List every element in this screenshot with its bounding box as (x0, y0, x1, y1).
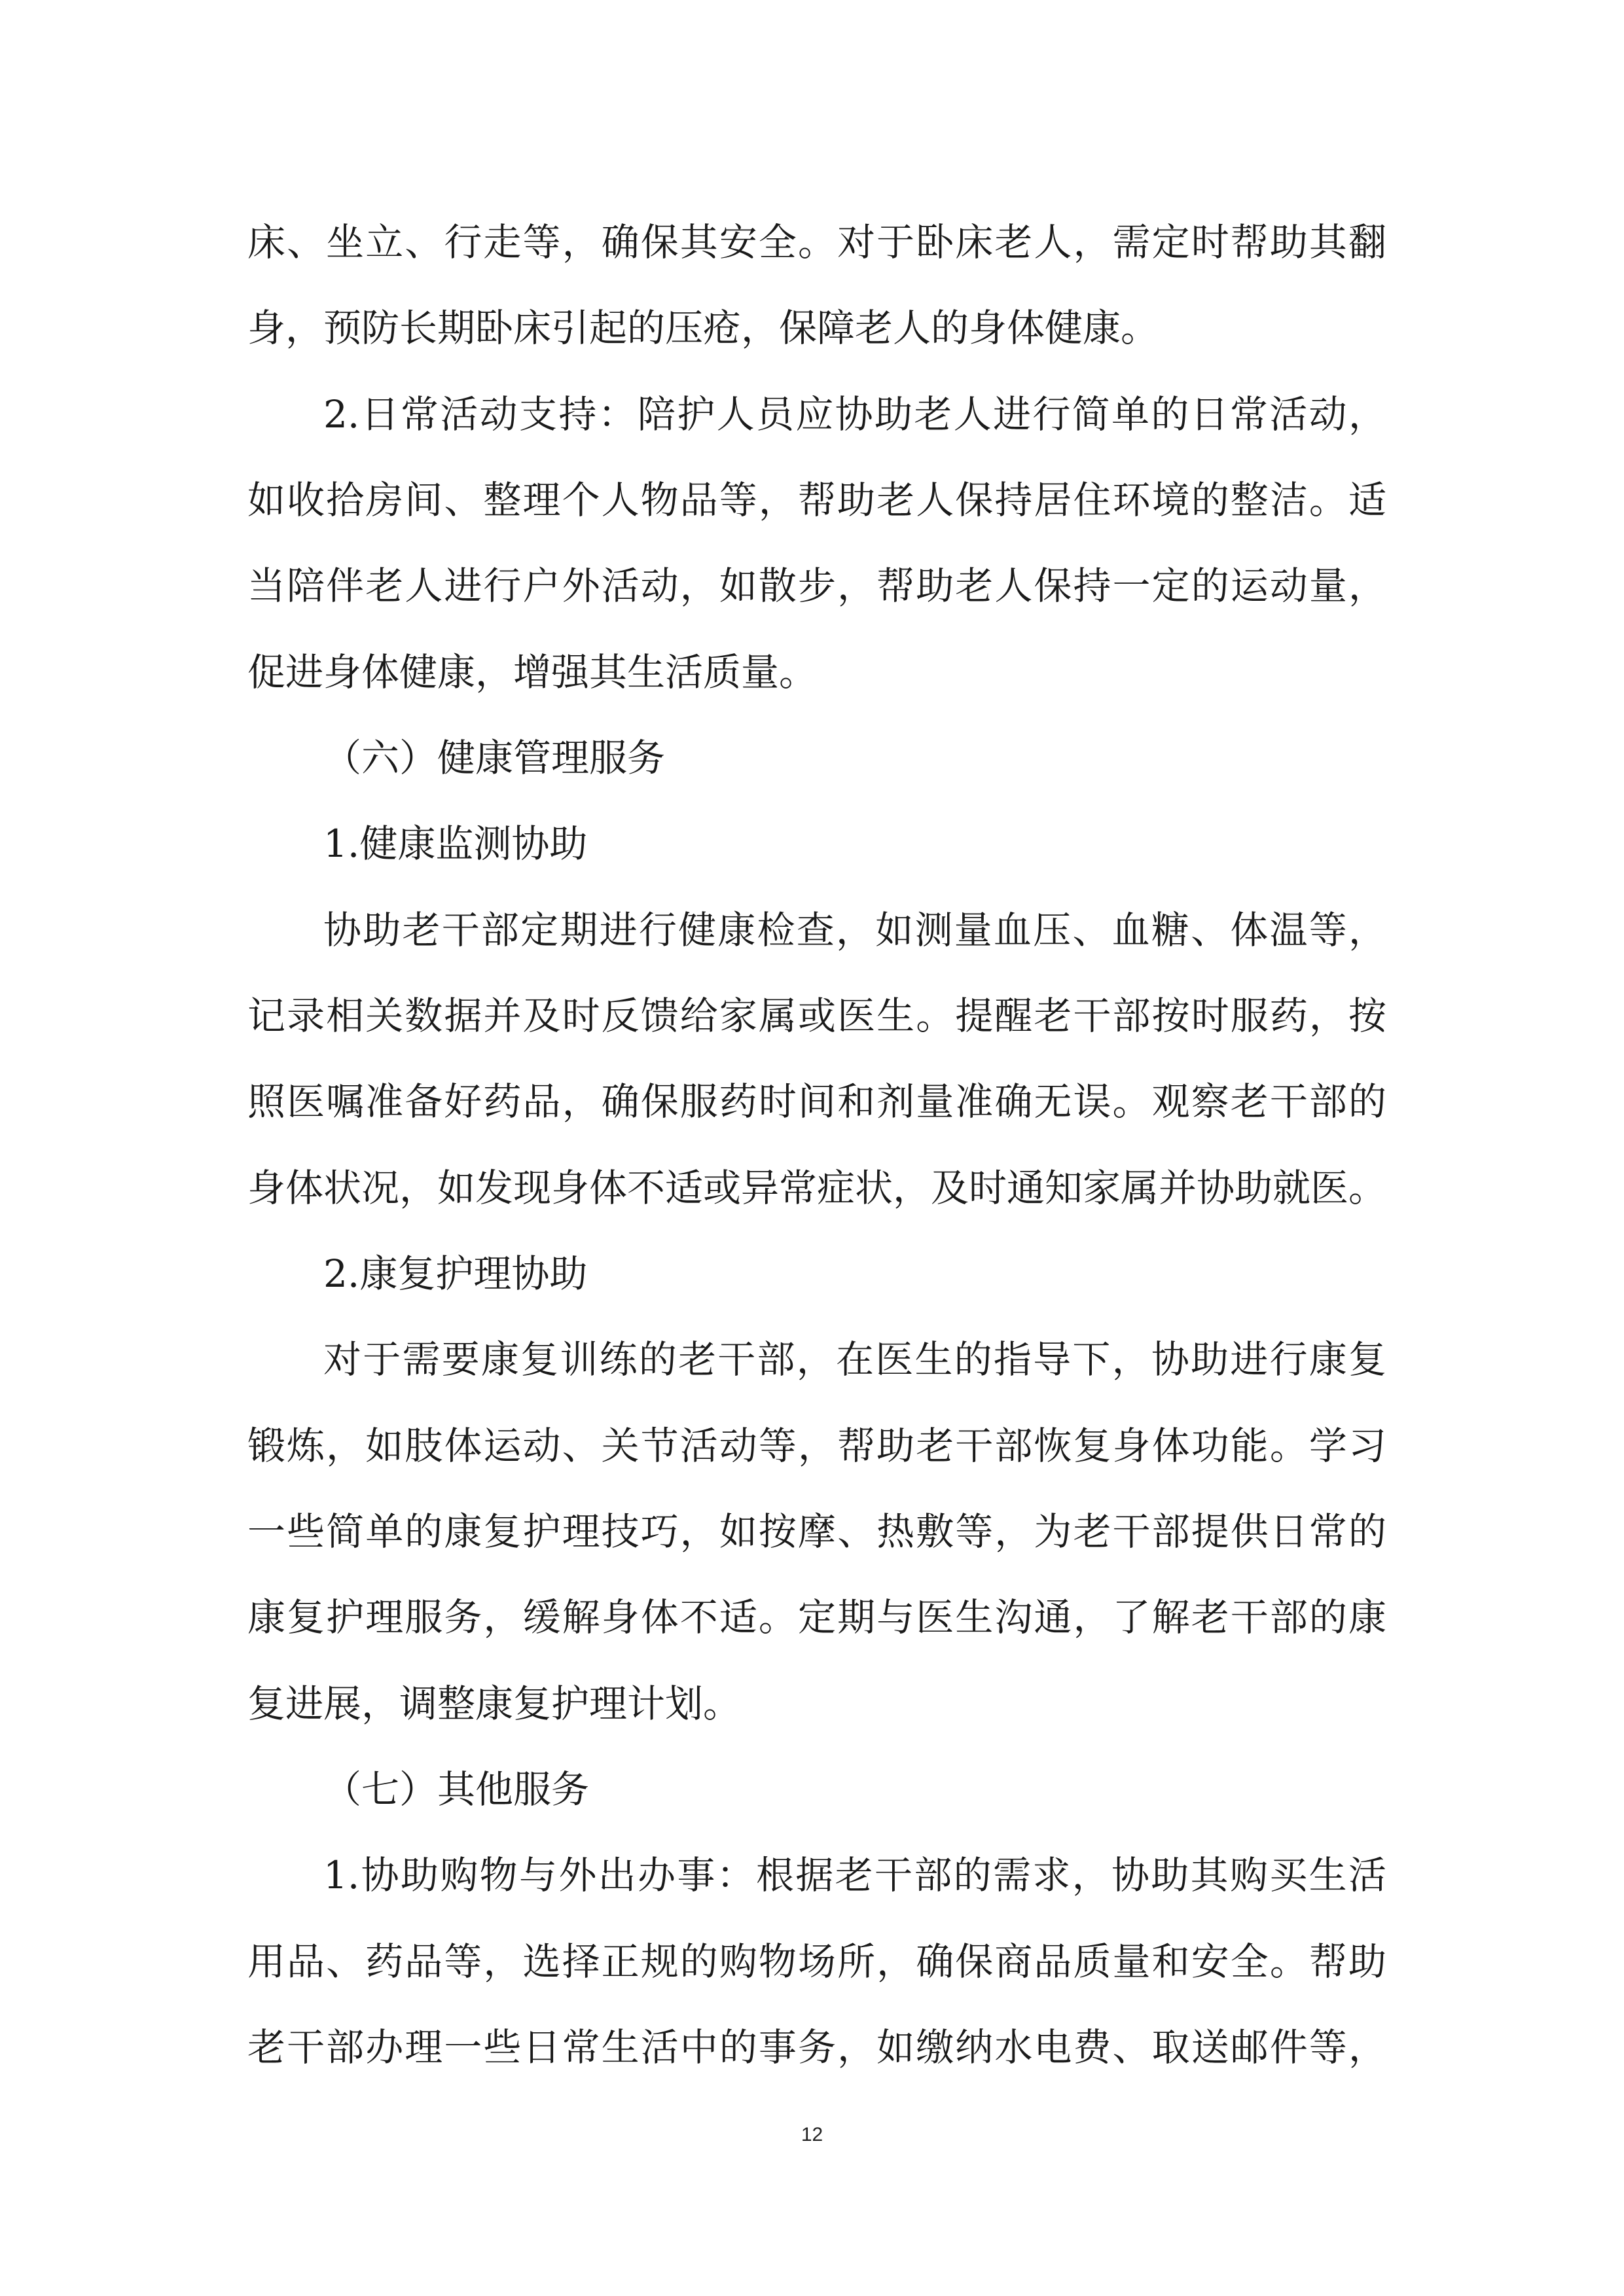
body-text-line: 照医嘱准备好药品，确保服药时间和剂量准确无误。观察老干部的 (247, 1079, 1386, 1124)
body-text-line: 康复护理服务，缓解身体不适。定期与医生沟通，了解老干部的康 (247, 1595, 1386, 1640)
body-text-line: 身体状况，如发现身体不适或异常症状，及时通知家属并协助就医。 (247, 1166, 1386, 1210)
body-text-line: 记录相关数据并及时反馈给家属或医生。提醒老干部按时服药，按 (247, 994, 1386, 1038)
subsection-heading: 2.康复护理协助 (323, 1251, 588, 1296)
body-text-line: 锻炼，如肢体运动、关节活动等，帮助老干部恢复身体功能。学习 (247, 1424, 1386, 1468)
body-text-line: 老干部办理一些日常生活中的事务，如缴纳水电费、取送邮件等， (247, 2025, 1386, 2070)
body-text-line: 床、坐立、行走等，确保其安全。对于卧床老人，需定时帮助其翻 (247, 220, 1386, 264)
page-number: 12 (801, 2124, 823, 2145)
body-text-line: 身，预防长期卧床引起的压疮，保障老人的身体健康。 (247, 306, 1159, 350)
body-text-line: 协助老干部定期进行健康检查，如测量血压、血糖、体温等， (323, 908, 1386, 952)
body-text-line: 促进身体健康，增强其生活质量。 (247, 650, 818, 694)
body-text-line: 如收拾房间、整理个人物品等，帮助老人保持居住环境的整洁。适 (247, 478, 1386, 522)
body-text-line: 用品、药品等，选择正规的购物场所，确保商品质量和安全。帮助 (247, 1939, 1386, 1984)
body-text-line: 对于需要康复训练的老干部，在医生的指导下，协助进行康复 (323, 1337, 1386, 1382)
body-text-line: 复进展，调整康复护理计划。 (247, 1681, 742, 1726)
section-heading: （七）其他服务 (323, 1767, 590, 1812)
body-text-line: 一些简单的康复护理技巧，如按摩、热敷等，为老干部提供日常的 (247, 1509, 1386, 1554)
body-text-line: 2.日常活动支持：陪护人员应协助老人进行简单的日常活动， (323, 392, 1386, 437)
subsection-heading: 1.健康监测协助 (323, 821, 588, 866)
section-heading: （六）健康管理服务 (323, 736, 666, 780)
body-text-line: 1.协助购物与外出办事：根据老干部的需求，协助其购买生活 (323, 1853, 1386, 1897)
body-text-line: 当陪伴老人进行户外活动，如散步，帮助老人保持一定的运动量， (247, 564, 1386, 608)
